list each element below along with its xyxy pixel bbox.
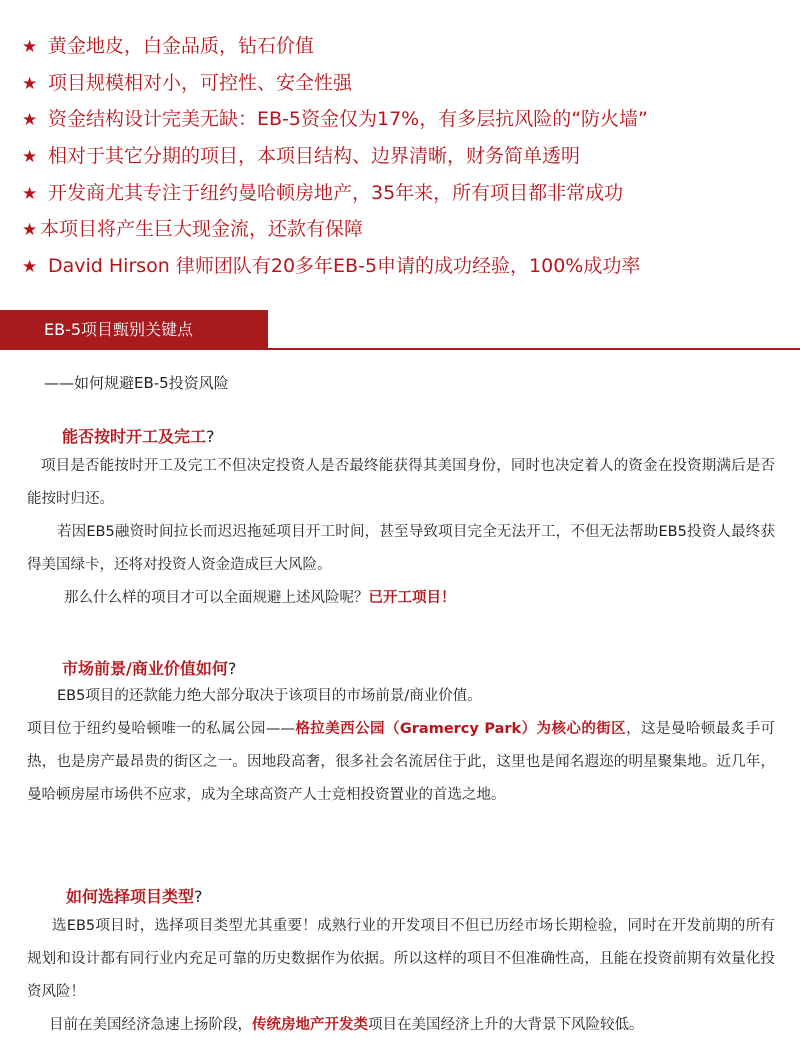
star-icon: ★ [22,257,38,278]
star-icon: ★ [22,37,38,57]
section-title-market: 市场前景/商业价值如何? [62,659,237,678]
list-item: ★ 资金结构设计完美无缺：EB-5资金仅为17%，有多层抗风险的“防火墙” [22,101,792,138]
star-icon: ★ [22,147,38,168]
section-title-schedule: 能否按时开工及完工? [62,427,215,446]
banner-divider [268,348,800,350]
list-item: ★ 项目规模相对小，可控性、安全性强 [22,65,792,102]
highlights-list [22,28,792,285]
star-icon: ★ [22,183,38,204]
star-icon: ★ [22,220,38,241]
paragraph: 目前在美国经济急速上扬阶段，传统房地产开发类项目在美国经济上升的大背景下风险较低。 [49,1017,644,1033]
list-item: ★ 相对于其它分期的项目，本项目结构、边界清晰，财务简单透明 [22,138,792,175]
list-item: ★ 黄金地皮，白金品质，钻石价值 [22,28,792,65]
paragraph: 若因EB5融资时间拉长而迟迟拖延项目开工时间，甚至导致项目完全无法开工，不但无法帮助EB5投资人最终获得美国绿卡，还将对投资人资金造成巨大风险。 [27,524,775,573]
paragraph: 项目位于纽约曼哈顿唯一的私属公园——格拉美西公园（Gramercy Park）为核心的街区，这是曼哈顿最炙手可热，也是房产最昂贵的街区之一。因地段高奢，很多社会名流居住于此，这里也是闻名遐迩的明星聚集地。近几年，曼哈顿房屋市场供不应求，成为全球高资产人士竞相投资置业的首选之地。 [27,721,776,803]
paragraph: 那么什么样的项目才可以全面规避上述风险呢？已开工项目！ [64,590,456,606]
paragraph: EB5项目的还款能力绝大部分取决于该项目的市场前景/商业价值。 [57,688,482,704]
page-subtitle: ——如何规避EB-5投资风险 [44,374,229,392]
paragraph: 项目是否能按时开工及完工不但决定投资人是否最终能获得其美国身份，同时也决定着人的资金在投资期满后是否能按时归还。 [27,458,775,507]
section-banner [0,310,800,350]
star-icon: ★ [22,73,38,94]
banner-title: EB-5项目甄别关键点 [0,310,268,350]
list-item: ★ 本项目将产生巨大现金流，还款有保障 [22,211,792,248]
section-title-type: 如何选择项目类型? [66,887,203,906]
list-item: ★ 开发商尤其专注于纽约曼哈顿房地产，35年来，所有项目都非常成功 [22,175,792,212]
star-icon: ★ [22,110,38,131]
paragraph: 选EB5项目时，选择项目类型尤其重要！成熟行业的开发项目不但已历经市场长期检验，同时在开发前期的所有规划和设计都有同行业内充足可靠的历史数据作为依据。所以这样的项目不但准确性高，且能在投资前期有效量化投资风险！ [27,918,775,1000]
list-item: ★ David Hirson 律师团队有20多年EB-5申请的成功经验，100%成功率 [22,248,792,285]
